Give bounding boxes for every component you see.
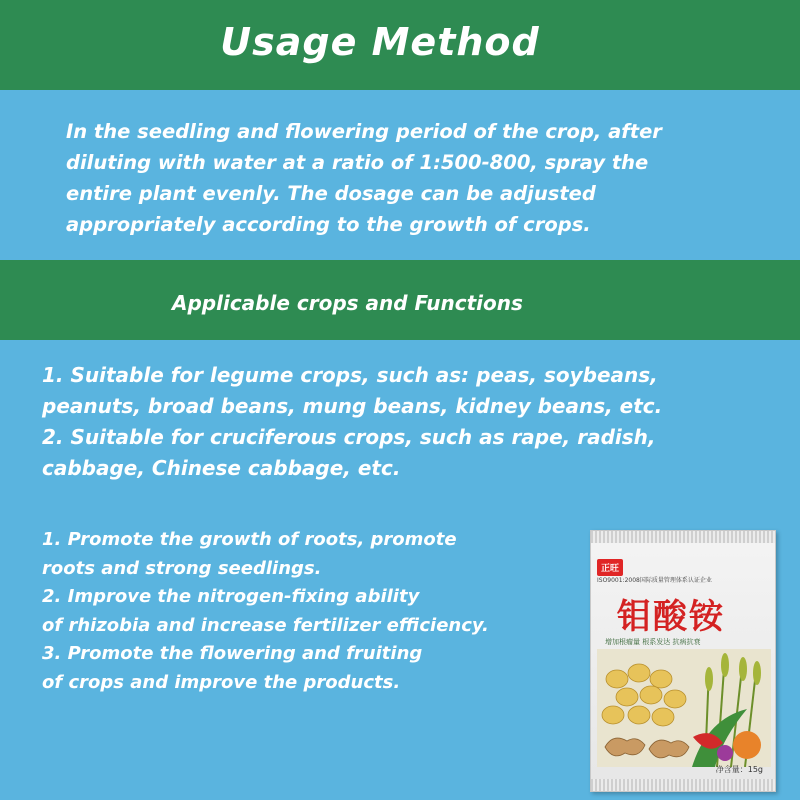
usage-description [66,116,662,240]
packet-crimp-bottom [591,779,775,791]
applicable-crops-list [42,360,662,484]
crop-line: peanuts, broad beans, mung beans, kidney beans, etc. [42,394,663,418]
net-content: 净含量：15g [715,765,763,774]
function-line: 1. Promote the growth of roots, promote [42,529,457,550]
usage-method-title: Usage Method [220,20,540,64]
function-line: of rhizobia and increase fertilizer efficiency. [42,614,489,636]
function-line: roots and strong seedlings. [42,557,322,579]
usage-line: appropriately according to the growth of crops. [66,213,591,236]
crop-line: 2. Suitable for cruciferous crops, such as rape, radish, [42,425,656,449]
certification-text: ISO9001:2008国际质量管理体系认证企业 [597,577,712,584]
product-tagline: 增加根瘤量 根系发达 抗病抗衰 [605,638,701,646]
product-packet-image [590,530,776,792]
crop-line: 1. Suitable for legume crops, such as: peas, soybeans, [42,363,658,387]
function-line: of crops and improve the products. [42,671,401,693]
usage-line: In the seedling and flowering period of the crop, after [66,120,662,143]
product-name: 钼酸铵 [617,597,725,637]
packet-crimp-top [591,531,775,543]
brand-logo: 正旺 [597,559,623,576]
function-line: 2. Improve the nitrogen-fixing ability [42,586,420,607]
function-line: 3. Promote the flowering and fruiting [42,643,423,664]
applicable-crops-title: Applicable crops and Functions [172,291,523,315]
usage-line: diluting with water at a ratio of 1:500-800, spray the [66,151,649,174]
crop-line: cabbage, Chinese cabbage, etc. [42,456,401,480]
crops-illustration [597,649,771,767]
usage-line: entire plant evenly. The dosage can be adjusted [66,182,596,205]
functions-list [42,526,489,697]
